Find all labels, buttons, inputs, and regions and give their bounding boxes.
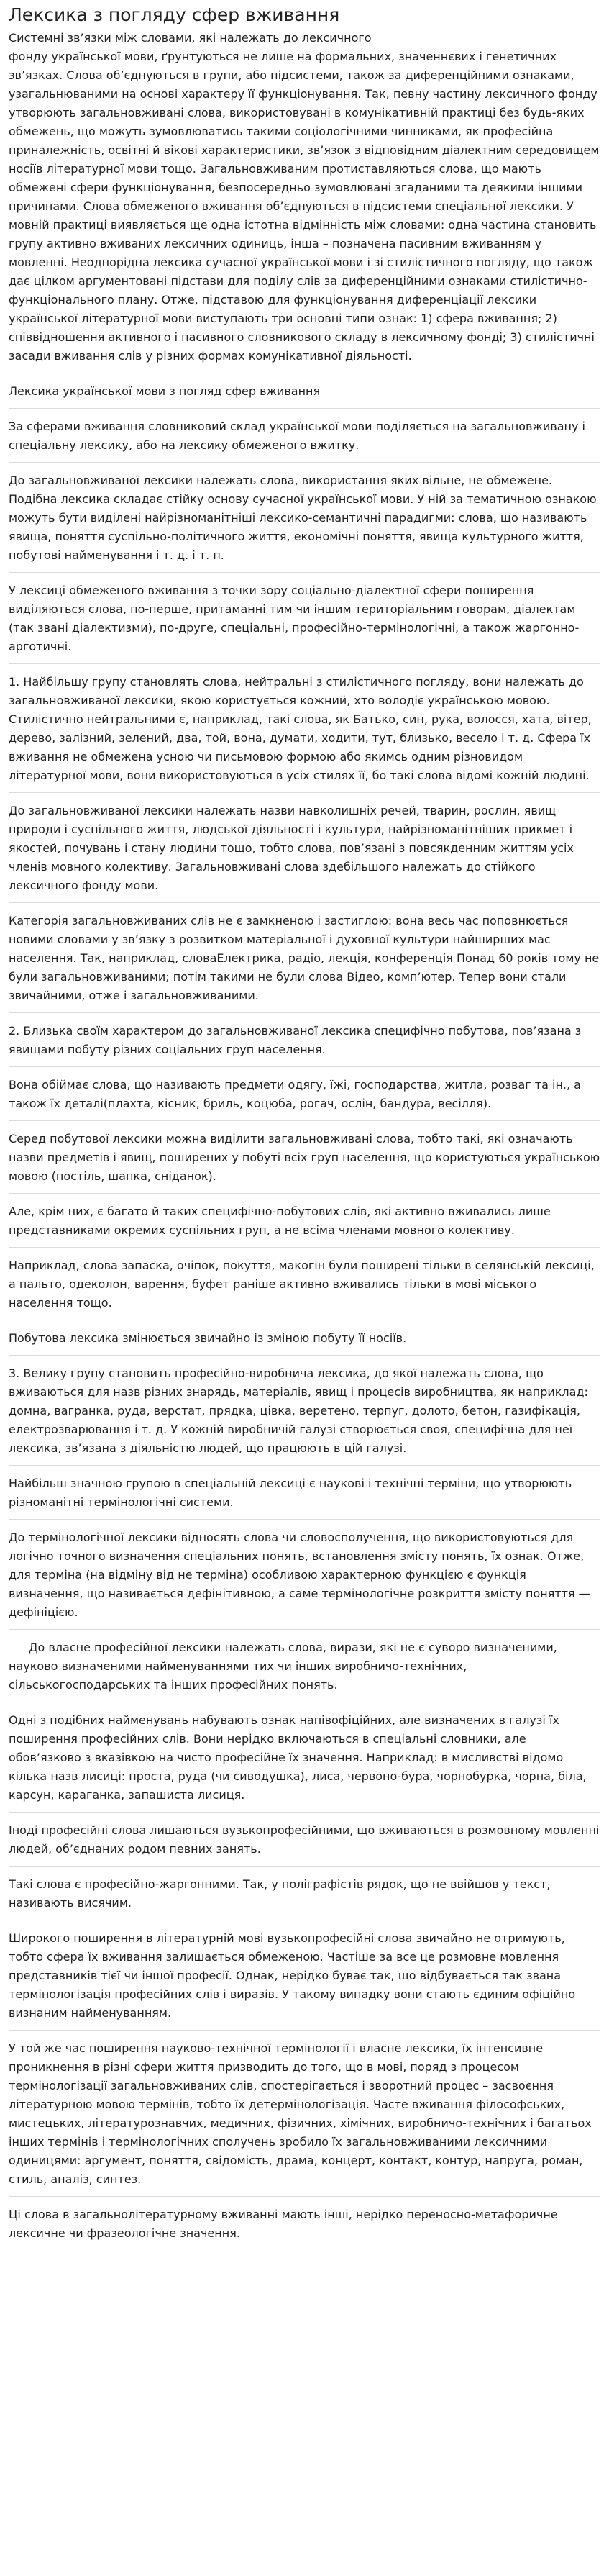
paragraph: У той же час поширення науково-технічної термінології і власне лексики, їх інтенсивне проникнення в різні сфери життя призводить до того, що в мові, поряд з процесом термінологізації загальновживаних слів, спостерігається і зворотний процес – засвоєння літературною мовою термінів, тобто їх детермінологізація. Часте вживання філософських, мистецьких, літературознавчих, медичних, фізичних, хімічних, виробничо-технічних і багатьох інших термінів і термінологічних сполучень зробило їх загальновживаними лексичними одиницями: аргумент, поняття, свідомість, драма, концерт, контакт, контур, напруга, роман, стиль, аналіз, синтез. — [9, 2039, 600, 2197]
paragraph: До термінологічної лексики відносять слова чи словосполучення, що використовуються для логічно точного визначення спеціальних понять, встановлення змісту понять, їх ознак. Отже, для терміна (на відміну від не терміна) особливою характерною функцією є функція визначення, що називається дефінітивною, а саме термінологічне розкриття змісту поняття — дефініцією. — [9, 1528, 600, 1630]
paragraph: За сферами вживання словниковий склад української мови поділяється на загальновживану і спеціальну лексику, або на лексику обмеженого вжитку. — [9, 417, 600, 463]
paragraph: Категорія загальновживаних слів не є замкненою і застиглою: вона весь час поповнюється новими словами у зв’язку з розвитком матеріальної і духовної культури найширших мас населення. Так, наприклад, словаЕлектрика, радіо, лекція, конференція Понад 60 років тому не були загальновживаними; потім такими не були слова Відео, комп’ютер. Тепер вони стали звичайними, отже і загальновживаними. — [9, 912, 600, 1013]
paragraph: Одні з подібних найменувань набувають ознак напівофіційних, але визначених в галузі їх поширення професійних слів. Вони нерідко включаються в спеціальні словники, але обов’язково з вказівкою на чисто професійне їх значення. Наприклад: в мисливстві відомо кілька назв лисиці: проста, руда (чи сиводушка), лиса, червоно-бура, чорнобурка, чорна, біла, карсун, караганка, запашиста лисиця. — [9, 1711, 600, 1813]
paragraph: 1. Найбільшу групу становлять слова, нейтральні з стилістичного погляду, вони належать до загальновживаної лексики, якою користується кожний, хто володіє українською мовою. Стилістично нейтральними є, наприклад, такі слова, як Батько, син, рука, волосся, хата, вітер, дерево, залізний, зелений, два, той, вона, думати, ходити, тут, близько, весело і т. д. Сфера їх вживання не обмежена усною чи письмовою формою або якимсь одним різновидом літературної мови, вони використовуються в усіх стилях її, бо такі слова відомі кожній людині. — [9, 673, 600, 793]
paragraph: Вона обіймає слова, що називають предмети одягу, їжі, господарства, житла, розваг та ін., а також їх деталі(плахта, кісник, бриль, коцюба, рогач, ослін, бандура, весілля). — [9, 1076, 600, 1121]
paragraph: 2. Близька своїм характером до загальновживаної лексика специфічно побутова, пов’язана з явищами побуту різних соціальних груп населення. — [9, 1022, 600, 1067]
paragraph: Широкого поширення в літературній мові вузькопрофесійні слова звичайно не отримують, тобто сфера їх вживання залишається обмеженою. Частіше за все це розмовне мовлення представників тієї чи іншої професії. Однак, нерідко буває так, що відбувається так звана термінологізація професійних слів і виразів. У такому випадку вони стають єдиним офіційно визнаним найменуванням. — [9, 1929, 600, 2031]
paragraph: Серед побутової лексики можна виділити загальновживані слова, тобто такі, які означають назви предметів і явищ, поширених у побуті всіх груп населення, що користуються українською мовою (постіль, шапка, сніданок). — [9, 1130, 600, 1194]
article-body — [9, 29, 600, 2250]
paragraph: Такі слова є професійно-жаргонними. Так, у поліграфістів рядок, що не ввійшов у текст, називають висячим. — [9, 1875, 600, 1920]
article — [0, 4, 609, 2264]
paragraph: До загальновживаної лексики належать назви навколишніх речей, тварин, рослин, явищ природи і суспільного життя, людської діяльності і культури, найрізноманітніших прикмет і якостей, почувань і стану людини тощо, тобто слова, пов’язані з повсякденним життям усіх членів мовного колективу. Загальновживані слова здебільшого належать до стійкого лексичного фонду мови. — [9, 802, 600, 903]
page-title: Лексика з погляду сфер вживання — [9, 4, 340, 25]
paragraph: У лексиці обмеженого вживання з точки зору соціально-діалектної сфери поширення виділяються слова, по-перше, притаманні тим чи іншим територіальним говорам, діалектам (так звані діалектизми), по-друге, спеціальні, професійно-термінологічні, а також жаргонно-арготичні. — [9, 581, 600, 664]
paragraph: Іноді професійні слова лишаються вузькопрофесійними, що вживаються в розмовному мовленні людей, об’єднаних родом певних занять. — [9, 1821, 600, 1867]
paragraph: 3. Велику групу становить професійно-виробнича лексика, до якої належать слова, що вживаються для назв різних знарядь, матеріалів, явищ і процесів виробництва, як наприклад: домна, вагранка, руда, верстат, прядка, цівка, веретено, терпуг, долото, бетон, газифікація, електрозварювання і т. д. У кожній виробничій галузі створюється своя, специфічна для неї лексика, зв’язана з діяльністю людей, що працюють в цій галузі. — [9, 1364, 600, 1466]
paragraph: Ці слова в загальнолітературному вживанні мають інші, нерідко переносно-метафоричне лексичне чи фразеологічне значення. — [9, 2208, 558, 2240]
paragraph: Наприклад, слова запаска, очіпок, покуття, макогін були поширені тільки в селянській лексиці, а пальто, одеколон, варення, буфет раніше активно вживались тільки в мові міського населення тощо. — [9, 1256, 600, 1320]
paragraph: До власне професійної лексики належать слова, вирази, які не є суворо визначеними, науково визначеними найменуваннями тих чи інших виробничо-технічних, сільськогосподарських та інших професійних понять. — [9, 1638, 600, 1702]
paragraph: Але, крім них, є багато й таких специфічно-побутових слів, які активно вживались лише представниками окремих суспільних груп, а не всіма членами мовного колективу. — [9, 1202, 600, 1248]
section-subtitle: Лексика української мови з погляд сфер вживання — [9, 382, 600, 409]
paragraph: Найбільш значною групою в спеціальній лексиці є наукові і технічні терміни, що утворюють різноманітні термінологічні системи. — [9, 1474, 600, 1520]
paragraph: Побутова лексика змінюється звичайно із зміною побуту її носіїв. — [9, 1329, 600, 1356]
paragraph-intro: Системні зв’язки між словами, які належать до лексичного фонду української мови, ґрунтуються не лише на формальних, значеннєвих і генетичних зв’язках. Слова об’єднуються в групи, або підсистеми, також за диференційними ознаками, узагальнюваними на основі характеру її функціонування. Так, певну частину лексичного фонду утворюють загальновживані слова, використовувані в комунікативній практиці без будь-яких обмежень, що можуть зумовлюватись такими соціологічними чинниками, як професійна приналежність, освітні й вікові характеристики, зв’язок з відповідним діалектним середовищем носіїв літературної мови тощо. Загальновживаним протиставляються слова, що мають обмежені сфери функціонування, безпосередньо зумовлювані згаданими та деякими іншими причинами. Слова обмеженого вживання об’єднуються в підсистеми спеціальної лексики. У мовній практиці виявляється ще одна істотна відмінність між словами: одна частина становить групу активно вживаних лексичних одиниць, інша – позначена пасивним вживанням у мовленні. Неоднорідна лексика сучасної української мови і зі стилістичного погляду, що також дає цілком аргументовані підстави для поділу слів за диференційними ознаками стилістично-функціонального плану. Отже, підставою для функціонування диференціації лексики української літературної мови виступають три основні типи ознак: 1) сфера вживання; 2) співвідношення активного і пасивного словникового складу в лексичному фонді; 3) стилістичні засади вживання слів у різних формах комунікативної діяльності. — [9, 29, 600, 373]
paragraph: До загальновживаної лексики належать слова, використання яких вільне, не обмежене. Подібна лексика складає стійку основу сучасної української мови. У ній за тематичною ознакою можуть бути виділені найрізноманітніші лексико-семантичні парадигми: слова, що називають явища, поняття суспільно-політичного життя, економічні поняття, явища культурного життя, побутові найменування і т. д. і т. п. — [9, 471, 600, 573]
